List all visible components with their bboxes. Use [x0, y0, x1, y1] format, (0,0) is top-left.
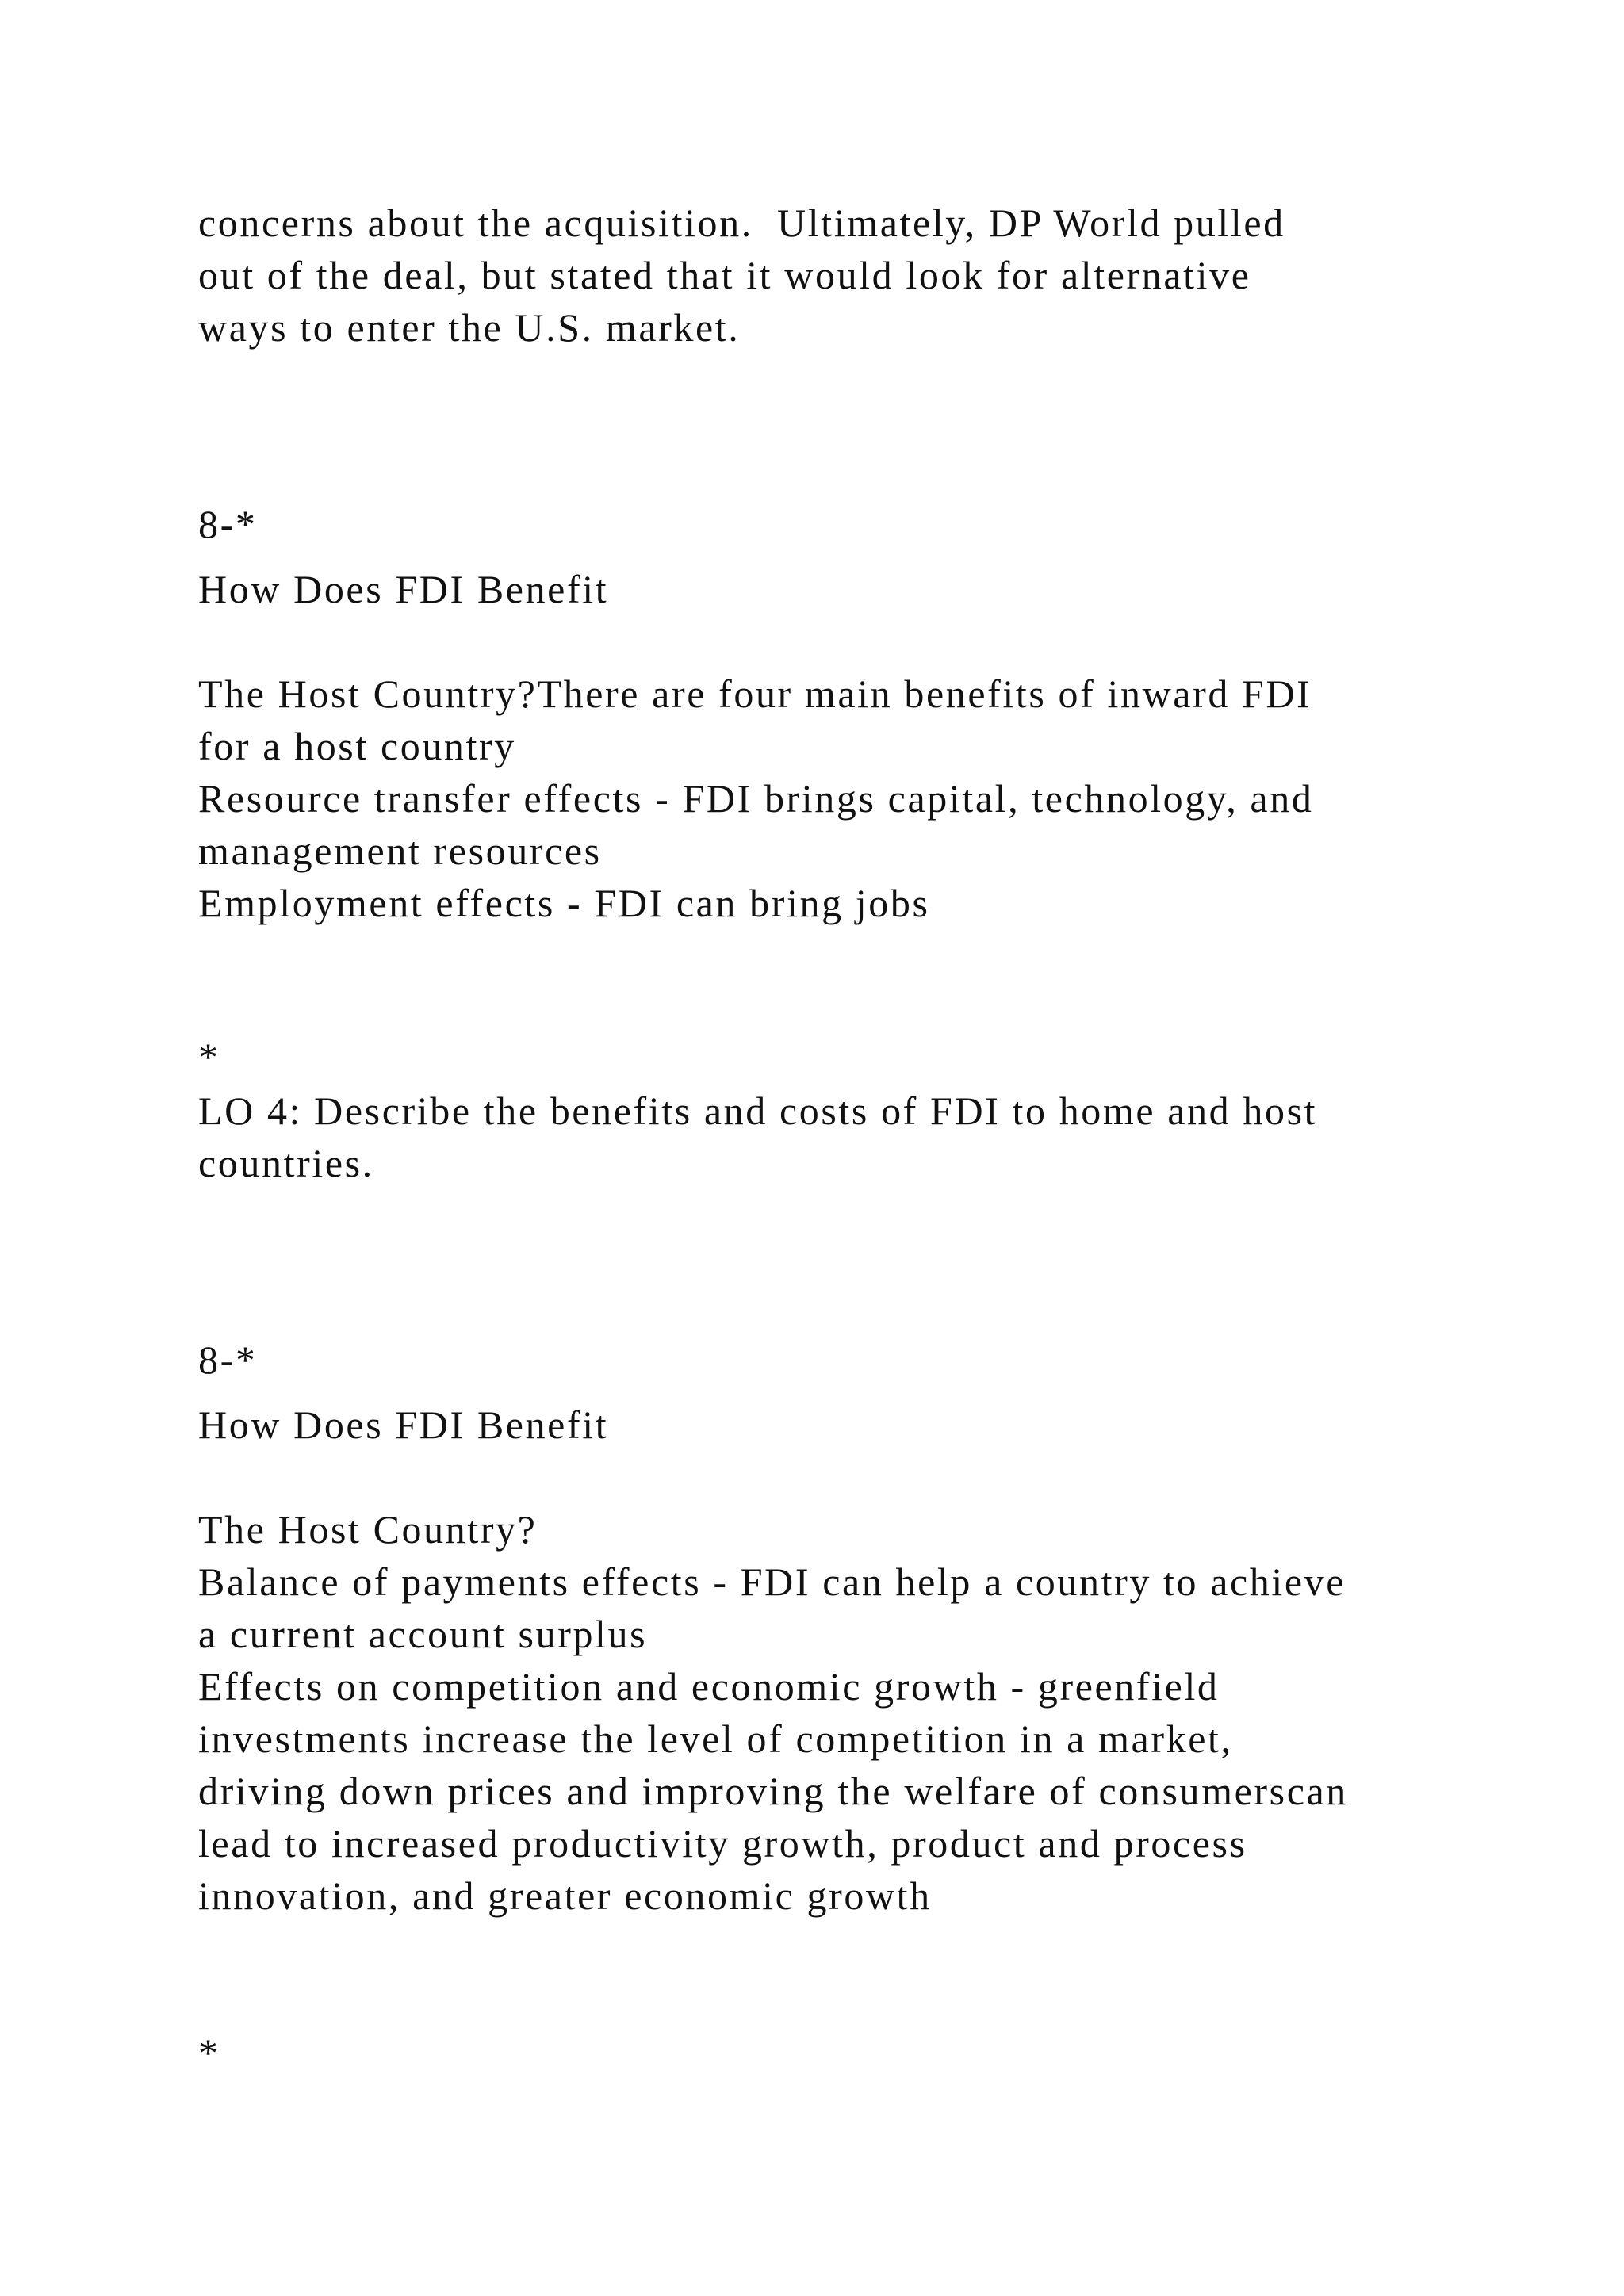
slide-heading: How Does FDI Benefit [198, 1402, 609, 1447]
slide-body-line: The Host Country? [198, 1507, 538, 1552]
paragraph-line: out of the deal, but stated that it would look for alternative [198, 253, 1251, 297]
slide-body-line: Employment effects - FDI can bring jobs [198, 881, 930, 925]
slide-body-line: The Host Country?There are four main benefits of inward FDI [198, 672, 1312, 716]
slide-body-line: investments increase the level of competition in a market, [198, 1716, 1233, 1761]
learning-objective-line: LO 4: Describe the benefits and costs of FDI to home and host [198, 1089, 1318, 1133]
slide-note-marker: * [198, 1035, 220, 1079]
slide-body-line: Resource transfer effects - FDI brings capital, technology, and [198, 776, 1314, 821]
slide-body-line: Effects on competition and economic growth - greenfield [198, 1664, 1220, 1709]
slide-body-line: innovation, and greater economic growth [198, 1873, 932, 1918]
slide-body-line: for a host country [198, 724, 516, 768]
learning-objective-line: countries. [198, 1141, 374, 1185]
slide-note-marker: * [198, 2030, 220, 2075]
slide-body-line: driving down prices and improving the welfare of consumerscan [198, 1769, 1348, 1813]
slide-body-line: lead to increased productivity growth, product and process [198, 1821, 1247, 1866]
slide-body-line: a current account surplus [198, 1612, 648, 1656]
paragraph-line: ways to enter the U.S. market. [198, 305, 741, 350]
slide-body-line: management resources [198, 828, 602, 873]
slide-number: 8-* [198, 1337, 258, 1382]
slide-number: 8-* [198, 502, 258, 546]
slide-body-line: Balance of payments effects - FDI can help a country to achieve [198, 1559, 1346, 1604]
paragraph-line: concerns about the acquisition. Ultimately, DP World pulled [198, 201, 1285, 245]
slide-heading: How Does FDI Benefit [198, 567, 609, 611]
